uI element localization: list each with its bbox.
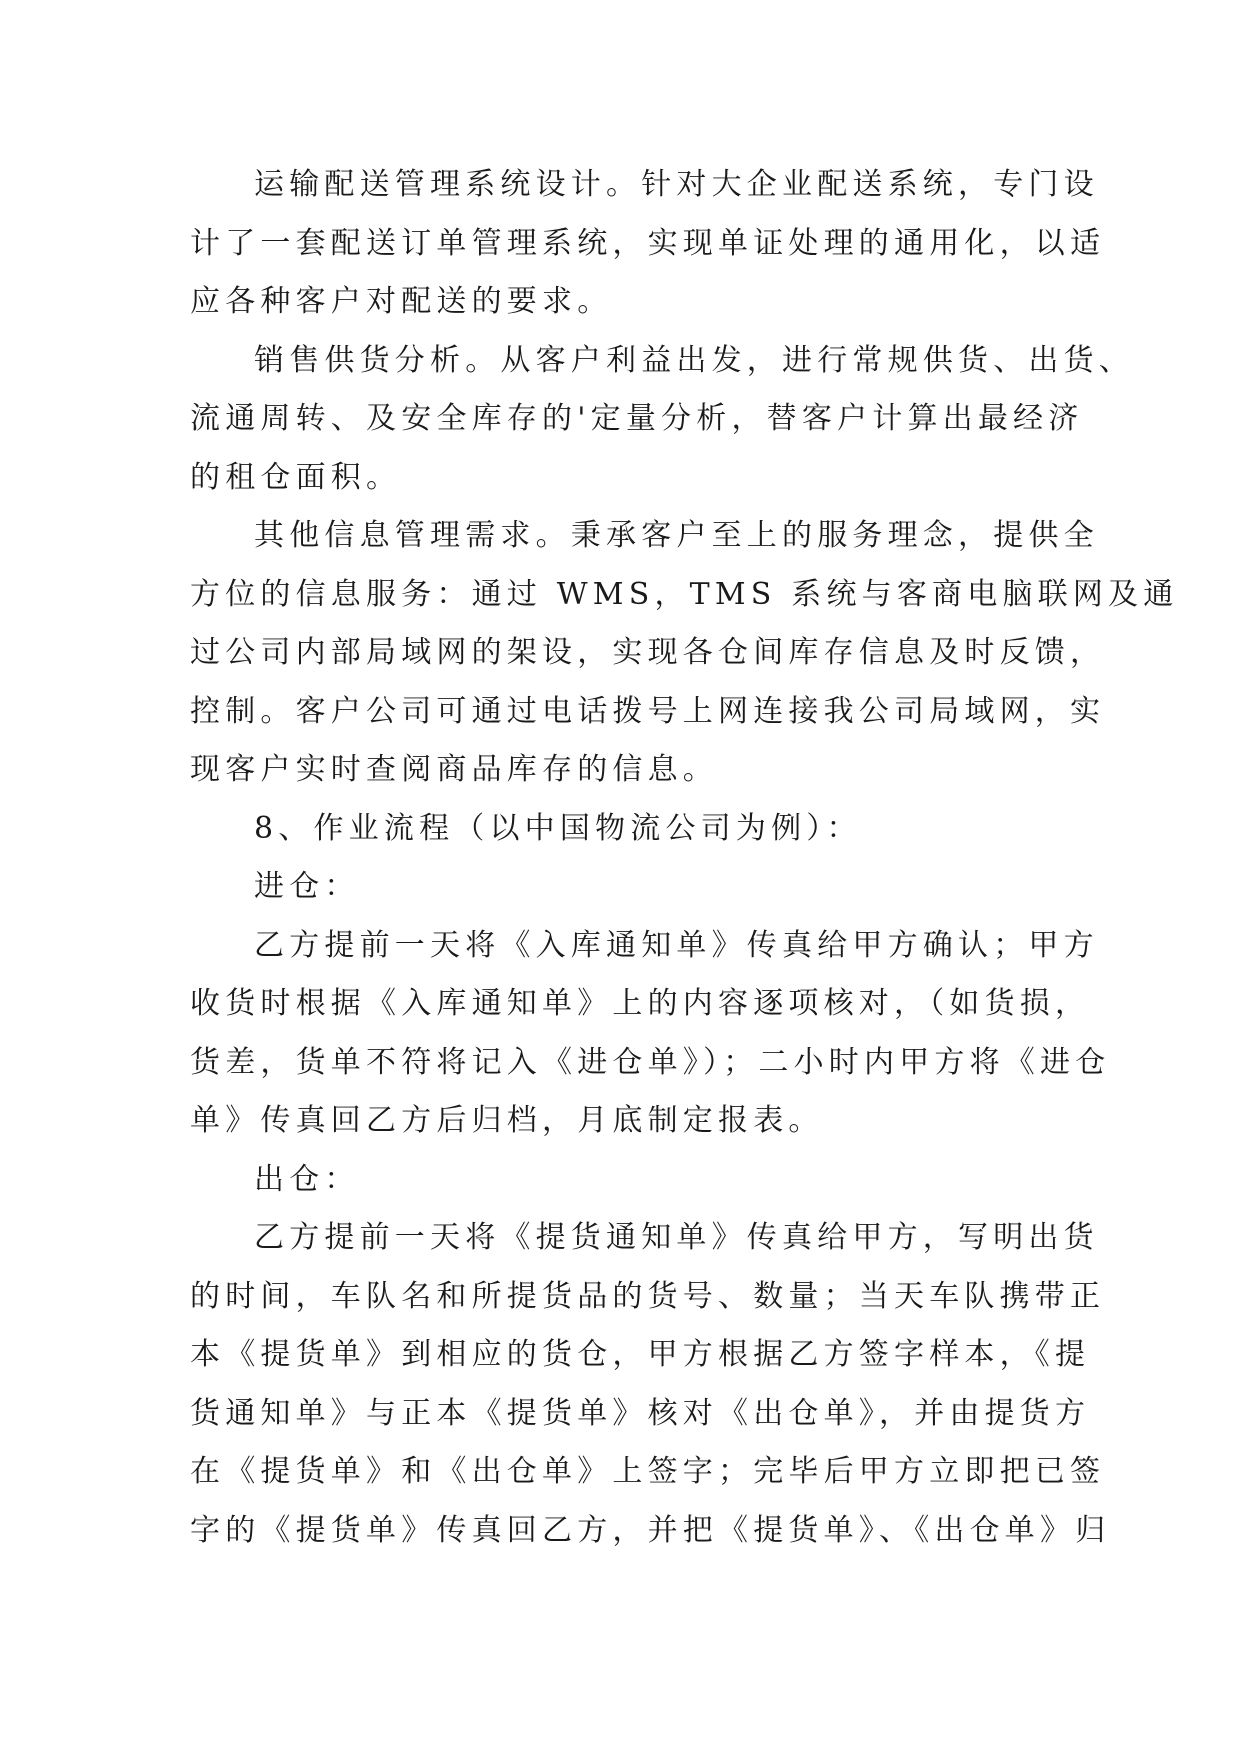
subheading-outbound (190, 1151, 1050, 1210)
paragraph-sales-analysis (190, 332, 1134, 508)
text-line: 货差，货单不符将记入《进仓单》）；二小时内甲方将《进仓 (190, 1044, 1111, 1080)
text-line: 方位的信息服务：通过 WMS，TMS 系统与客商电脑联网及通 (190, 576, 1179, 612)
text-line: 货通知单》与正本《提货单》核对《出仓单》，并由提货方 (190, 1395, 1091, 1431)
paragraph-outbound-process (190, 1209, 1111, 1560)
text-line: 的租仓面积。 (190, 459, 402, 495)
text-line: 现客户实时查阅商品库存的信息。 (190, 752, 718, 787)
text-line: 的时间，车队名和所提货品的货号、数量；当天车队携带正 (190, 1278, 1106, 1314)
text-line: 字的《提货单》传真回乙方，并把《提货单》、《出仓单》归 (190, 1512, 1111, 1548)
text-line: 运输配送管理系统设计。针对大企业配送系统，专门设 (254, 167, 1099, 202)
heading-workflow (190, 800, 1050, 859)
text-line: 乙方提前一天将《入库通知单》传真给甲方确认；甲方 (254, 927, 1099, 963)
text-line: 进仓： (254, 869, 360, 904)
subheading-inbound (190, 858, 1050, 917)
text-line: 销售供货分析。从客户利益出发，进行常规供货、出货、 (254, 342, 1134, 378)
text-line: 计了一套配送订单管理系统，实现单证处理的通用化，以适 (190, 225, 1106, 261)
text-line: 在《提货单》和《出仓单》上签字；完毕后甲方立即把已签 (190, 1454, 1106, 1489)
text-line: 控制。客户公司可通过电话拨号上网连接我公司局域网，实 (190, 693, 1106, 729)
text-line: 收货时根据《入库通知单》上的内容逐项核对，（如货损， (190, 986, 1091, 1021)
text-line: 乙方提前一天将《提货通知单》传真给甲方，写明出货 (254, 1220, 1099, 1255)
text-line: 8、作业流程（以中国物流公司为例）： (254, 810, 862, 846)
paragraph-inbound-process (190, 917, 1111, 1151)
document-body (190, 156, 1179, 1560)
text-line: 其他信息管理需求。秉承客户至上的服务理念，提供全 (254, 518, 1099, 553)
text-line: 单》传真回乙方后归档，月底制定报表。 (190, 1103, 824, 1138)
text-line: 过公司内部局域网的架设，实现各仓间库存信息及时反馈， (190, 635, 1106, 670)
text-line: 应各种客户对配送的要求。 (190, 284, 613, 319)
paragraph-transport-system (190, 156, 1106, 332)
text-line: 本《提货单》到相应的货仓，甲方根据乙方签字样本，《提 (190, 1337, 1091, 1372)
text-line: 流通周转、及安全库存的'定量分析，替客户计算出最经济 (190, 401, 1084, 436)
paragraph-info-management (190, 507, 1179, 800)
text-line: 出仓： (254, 1161, 360, 1197)
